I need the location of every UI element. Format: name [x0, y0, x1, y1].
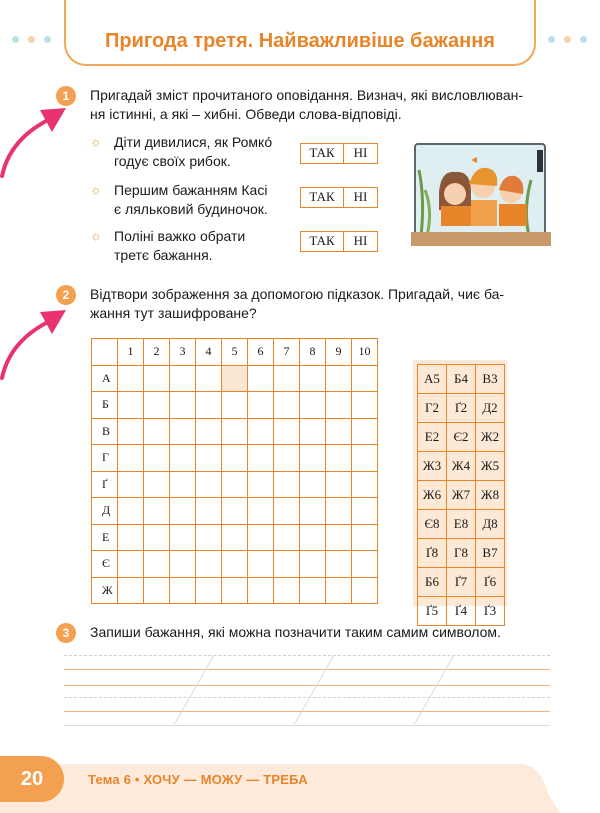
grid-cell[interactable]	[144, 524, 170, 551]
grid-cell[interactable]	[170, 418, 196, 445]
key-cell: Є8	[418, 510, 447, 539]
grid-cell[interactable]	[300, 392, 326, 419]
grid-cell[interactable]	[170, 498, 196, 525]
key-cell: А5	[418, 365, 447, 394]
grid-cell[interactable]	[118, 524, 144, 551]
key-cell: Ж6	[418, 481, 447, 510]
grid-cell[interactable]	[196, 577, 222, 604]
task1-instruction-line2: ня істинні, а які – хибні. Обведи слова-відповіді.	[90, 106, 402, 122]
page-title: Пригода третя. Найважливіше бажання	[105, 30, 495, 52]
coordinate-key-table	[417, 364, 505, 626]
task1-instruction-line1: Пригадай зміст прочитаного оповідання. Визнач, які висловлюван-	[90, 87, 524, 103]
grid-cell[interactable]	[352, 577, 378, 604]
grid-cell[interactable]	[352, 418, 378, 445]
grid-cell[interactable]	[274, 551, 300, 578]
grid-row	[92, 365, 378, 392]
grid-cell[interactable]	[274, 365, 300, 392]
footer-theme: Тема 6 • ХОЧУ — МОЖУ — ТРЕБА	[88, 772, 308, 787]
key-cell: Б6	[418, 568, 447, 597]
key-cell: Ж5	[476, 452, 505, 481]
grid-cell[interactable]	[144, 445, 170, 472]
key-cell: Ж3	[418, 452, 447, 481]
grid-cell[interactable]	[170, 577, 196, 604]
grid-cell[interactable]	[300, 498, 326, 525]
grid-cell[interactable]	[326, 577, 352, 604]
sun-bullet-icon: ☼	[90, 228, 102, 243]
grid-cell[interactable]	[222, 392, 248, 419]
grid-cell[interactable]	[118, 471, 144, 498]
sun-bullet-icon: ☼	[90, 134, 102, 149]
key-cell: Є2	[447, 423, 476, 452]
grid-cell[interactable]	[222, 524, 248, 551]
column-header: 5	[222, 339, 248, 366]
grid-cell[interactable]	[144, 365, 170, 392]
grid-cell[interactable]	[118, 577, 144, 604]
key-row	[418, 481, 505, 510]
grid-cell[interactable]	[300, 365, 326, 392]
page-number: 20	[0, 756, 64, 802]
column-header: 6	[248, 339, 274, 366]
grid-cell[interactable]	[326, 551, 352, 578]
aquarium-children-illustration	[411, 140, 551, 248]
task-number-badge: 1	[56, 86, 76, 106]
grid-cell[interactable]	[196, 471, 222, 498]
grid-cell[interactable]	[118, 392, 144, 419]
key-row	[418, 510, 505, 539]
task2-instruction-line2: жання тут зашифроване?	[90, 305, 257, 321]
key-cell: Ґ3	[476, 597, 505, 626]
grid-cell[interactable]	[274, 577, 300, 604]
key-cell: Б4	[447, 365, 476, 394]
key-cell: В7	[476, 539, 505, 568]
grid-cell[interactable]	[170, 365, 196, 392]
statement-line1: Першим бажанням Касі	[114, 182, 268, 198]
grid-row	[92, 392, 378, 419]
grid-cell[interactable]	[248, 445, 274, 472]
grid-cell[interactable]	[352, 471, 378, 498]
grid-cell[interactable]	[352, 551, 378, 578]
row-header: Г	[92, 445, 118, 472]
grid-cell[interactable]	[248, 392, 274, 419]
grid-cell[interactable]	[222, 418, 248, 445]
key-row	[418, 539, 505, 568]
key-cell: Ґ5	[418, 597, 447, 626]
grid-cell[interactable]	[170, 471, 196, 498]
key-cell: В3	[476, 365, 505, 394]
true-false-choice	[300, 143, 378, 164]
grid-cell[interactable]	[352, 498, 378, 525]
true-option[interactable]: ТАК	[301, 144, 344, 163]
grid-cell[interactable]	[300, 577, 326, 604]
key-row	[418, 452, 505, 481]
grid-cell[interactable]	[326, 498, 352, 525]
column-header: 2	[144, 339, 170, 366]
grid-cell[interactable]	[326, 392, 352, 419]
key-cell: Д2	[476, 394, 505, 423]
row-header: Ґ	[92, 471, 118, 498]
statement-line2: є ляльковий будиночок.	[114, 201, 268, 217]
row-header: А	[92, 365, 118, 392]
task2-instruction-line1: Відтвори зображення за допомогою підказок. Пригадай, чиє ба-	[90, 286, 505, 302]
key-row	[418, 394, 505, 423]
column-header: 3	[170, 339, 196, 366]
task-number-badge: 2	[56, 285, 76, 305]
key-row	[418, 423, 505, 452]
grid-cell[interactable]	[274, 524, 300, 551]
grid-row	[92, 471, 378, 498]
grid-header-row	[92, 339, 378, 366]
grid-cell[interactable]	[144, 471, 170, 498]
grid-cell[interactable]	[274, 392, 300, 419]
statement-line2: годує своїх рибок.	[114, 153, 231, 169]
grid-cell[interactable]	[300, 445, 326, 472]
grid-cell[interactable]	[196, 365, 222, 392]
grid-row	[92, 445, 378, 472]
key-cell: Ж4	[447, 452, 476, 481]
grid-cell[interactable]	[118, 365, 144, 392]
false-option[interactable]: НІ	[353, 189, 368, 204]
key-cell: Ж7	[447, 481, 476, 510]
grid-cell[interactable]	[196, 498, 222, 525]
true-false-choice	[300, 231, 378, 252]
row-header: Є	[92, 551, 118, 578]
key-cell: Ж8	[476, 481, 505, 510]
grid-cell[interactable]	[326, 524, 352, 551]
key-row	[418, 365, 505, 394]
grid-cell[interactable]	[196, 418, 222, 445]
statement-line1: Поліні важко обрати	[114, 228, 246, 244]
key-cell: Д8	[476, 510, 505, 539]
grid-cell[interactable]	[144, 418, 170, 445]
key-cell: Е8	[447, 510, 476, 539]
true-option[interactable]: ТАК	[301, 232, 344, 251]
grid-cell[interactable]	[274, 471, 300, 498]
pointer-arrow-icon	[0, 300, 80, 380]
row-header: В	[92, 418, 118, 445]
grid-cell[interactable]	[222, 577, 248, 604]
key-cell: Ґ7	[447, 568, 476, 597]
grid-row	[92, 524, 378, 551]
grid-cell[interactable]	[326, 471, 352, 498]
grid-cell[interactable]	[118, 418, 144, 445]
column-header: 8	[300, 339, 326, 366]
grid-cell[interactable]	[352, 445, 378, 472]
key-cell: Ж2	[476, 423, 505, 452]
grid-cell[interactable]	[118, 445, 144, 472]
grid-cell[interactable]	[118, 551, 144, 578]
column-header: 7	[274, 339, 300, 366]
key-cell: Ґ8	[418, 539, 447, 568]
grid-cell[interactable]	[248, 577, 274, 604]
grid-cell[interactable]	[248, 498, 274, 525]
grid-cell[interactable]	[248, 551, 274, 578]
grid-cell[interactable]	[196, 524, 222, 551]
sun-bullet-icon: ☼	[90, 182, 102, 197]
grid-cell[interactable]	[352, 524, 378, 551]
grid-cell[interactable]	[144, 392, 170, 419]
key-cell: Ґ2	[447, 394, 476, 423]
grid-cell[interactable]	[300, 418, 326, 445]
false-option[interactable]: НІ	[353, 145, 368, 160]
grid-cell[interactable]	[222, 471, 248, 498]
grid-cell[interactable]	[300, 471, 326, 498]
grid-cell[interactable]	[170, 524, 196, 551]
row-header: Ж	[92, 577, 118, 604]
grid-cell[interactable]	[118, 498, 144, 525]
grid-cell[interactable]	[274, 498, 300, 525]
grid-cell-filled[interactable]	[222, 365, 248, 392]
grid-cell[interactable]	[326, 445, 352, 472]
column-header: 9	[326, 339, 352, 366]
column-header: 10	[352, 339, 378, 366]
grid-cell[interactable]	[248, 524, 274, 551]
grid-cell[interactable]	[326, 365, 352, 392]
coordinate-grid	[91, 338, 378, 604]
row-header: Б	[92, 392, 118, 419]
key-cell: Е2	[418, 423, 447, 452]
grid-cell[interactable]	[170, 551, 196, 578]
statement-line1: Діти дивилися, як Ромко́	[114, 134, 273, 150]
grid-cell[interactable]	[196, 551, 222, 578]
grid-cell[interactable]	[274, 418, 300, 445]
grid-cell[interactable]	[222, 551, 248, 578]
key-cell: Ґ6	[476, 568, 505, 597]
grid-cell[interactable]	[196, 445, 222, 472]
grid-row	[92, 498, 378, 525]
grid-cell[interactable]	[170, 392, 196, 419]
grid-cell[interactable]	[326, 418, 352, 445]
key-row	[418, 568, 505, 597]
decorative-dots	[0, 36, 600, 46]
grid-cell[interactable]	[144, 551, 170, 578]
key-cell: Ґ4	[447, 597, 476, 626]
grid-cell[interactable]	[222, 498, 248, 525]
grid-row	[92, 551, 378, 578]
writing-area[interactable]	[64, 655, 550, 725]
grid-cell[interactable]	[352, 392, 378, 419]
grid-cell[interactable]	[300, 524, 326, 551]
true-option[interactable]: ТАК	[301, 188, 344, 207]
pointer-arrow-icon	[0, 98, 80, 178]
false-option[interactable]: НІ	[353, 233, 368, 248]
grid-row	[92, 577, 378, 604]
column-header: 4	[196, 339, 222, 366]
grid-cell[interactable]	[300, 551, 326, 578]
grid-cell[interactable]	[144, 498, 170, 525]
grid-cell[interactable]	[274, 445, 300, 472]
task3-instruction: Запиши бажання, які можна позначити таким самим символом.	[90, 624, 501, 640]
grid-cell[interactable]	[248, 418, 274, 445]
statement-line2: третє бажання.	[114, 247, 213, 263]
grid-row	[92, 418, 378, 445]
key-cell: Г8	[447, 539, 476, 568]
column-header: 1	[118, 339, 144, 366]
grid-cell[interactable]	[222, 445, 248, 472]
key-cell: Г2	[418, 394, 447, 423]
grid-cell[interactable]	[144, 577, 170, 604]
grid-cell[interactable]	[248, 471, 274, 498]
grid-corner-cell	[92, 339, 118, 366]
grid-cell[interactable]	[352, 365, 378, 392]
row-header: Д	[92, 498, 118, 525]
grid-cell[interactable]	[196, 392, 222, 419]
task-number-badge: 3	[56, 623, 76, 643]
true-false-choice	[300, 187, 378, 208]
grid-cell[interactable]	[170, 445, 196, 472]
grid-cell[interactable]	[248, 365, 274, 392]
row-header: Е	[92, 524, 118, 551]
